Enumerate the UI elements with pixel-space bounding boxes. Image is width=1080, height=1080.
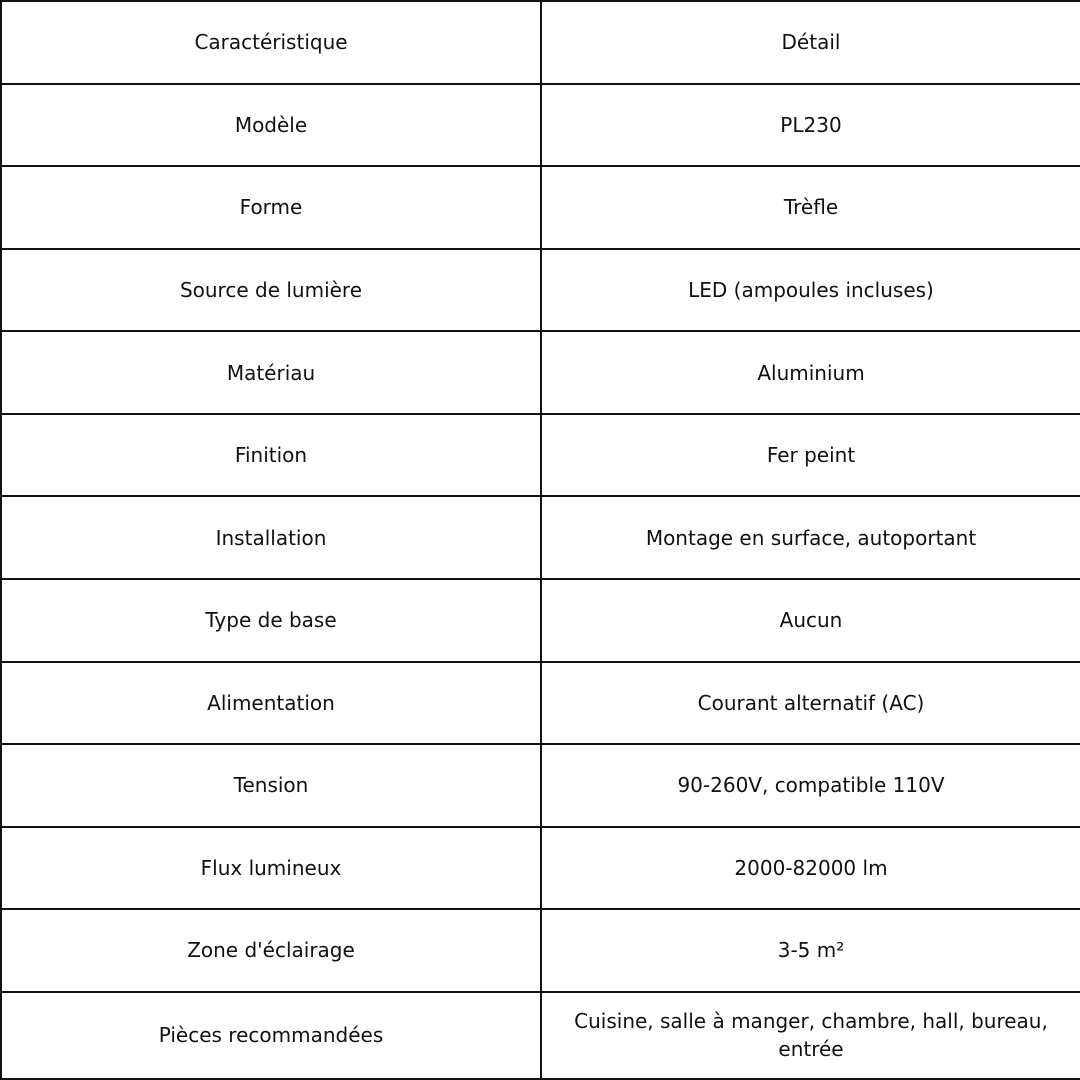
row-detail: PL230 <box>541 84 1080 167</box>
row-detail: Montage en surface, autoportant <box>541 496 1080 579</box>
table-row <box>1 827 1080 910</box>
row-detail: Aucun <box>541 579 1080 662</box>
row-characteristic: Pièces recommandées <box>1 992 541 1079</box>
row-detail: 3-5 m² <box>541 909 1080 992</box>
header-characteristic: Caractéristique <box>1 1 541 84</box>
table-row <box>1 84 1080 167</box>
row-detail: Courant alternatif (AC) <box>541 662 1080 745</box>
row-detail: 90-260V, compatible 110V <box>541 744 1080 827</box>
table-row <box>1 249 1080 332</box>
row-characteristic: Alimentation <box>1 662 541 745</box>
row-detail: LED (ampoules incluses) <box>541 249 1080 332</box>
row-detail: Trèfle <box>541 166 1080 249</box>
row-detail: 2000-82000 lm <box>541 827 1080 910</box>
row-characteristic: Tension <box>1 744 541 827</box>
table-row <box>1 744 1080 827</box>
table-row <box>1 579 1080 662</box>
table-row <box>1 414 1080 497</box>
table-row <box>1 496 1080 579</box>
table-row <box>1 331 1080 414</box>
row-characteristic: Source de lumière <box>1 249 541 332</box>
row-detail: Fer peint <box>541 414 1080 497</box>
row-characteristic: Zone d'éclairage <box>1 909 541 992</box>
row-characteristic: Type de base <box>1 579 541 662</box>
table-row <box>1 166 1080 249</box>
row-characteristic: Modèle <box>1 84 541 167</box>
table-row <box>1 909 1080 992</box>
row-characteristic: Installation <box>1 496 541 579</box>
row-detail: Cuisine, salle à manger, chambre, hall, bureau, entrée <box>541 992 1080 1079</box>
table-row <box>1 662 1080 745</box>
table-row <box>1 992 1080 1079</box>
row-detail: Aluminium <box>541 331 1080 414</box>
row-characteristic: Forme <box>1 166 541 249</box>
table-header-row <box>1 1 1080 84</box>
row-characteristic: Flux lumineux <box>1 827 541 910</box>
header-detail: Détail <box>541 1 1080 84</box>
row-characteristic: Finition <box>1 414 541 497</box>
row-characteristic: Matériau <box>1 331 541 414</box>
